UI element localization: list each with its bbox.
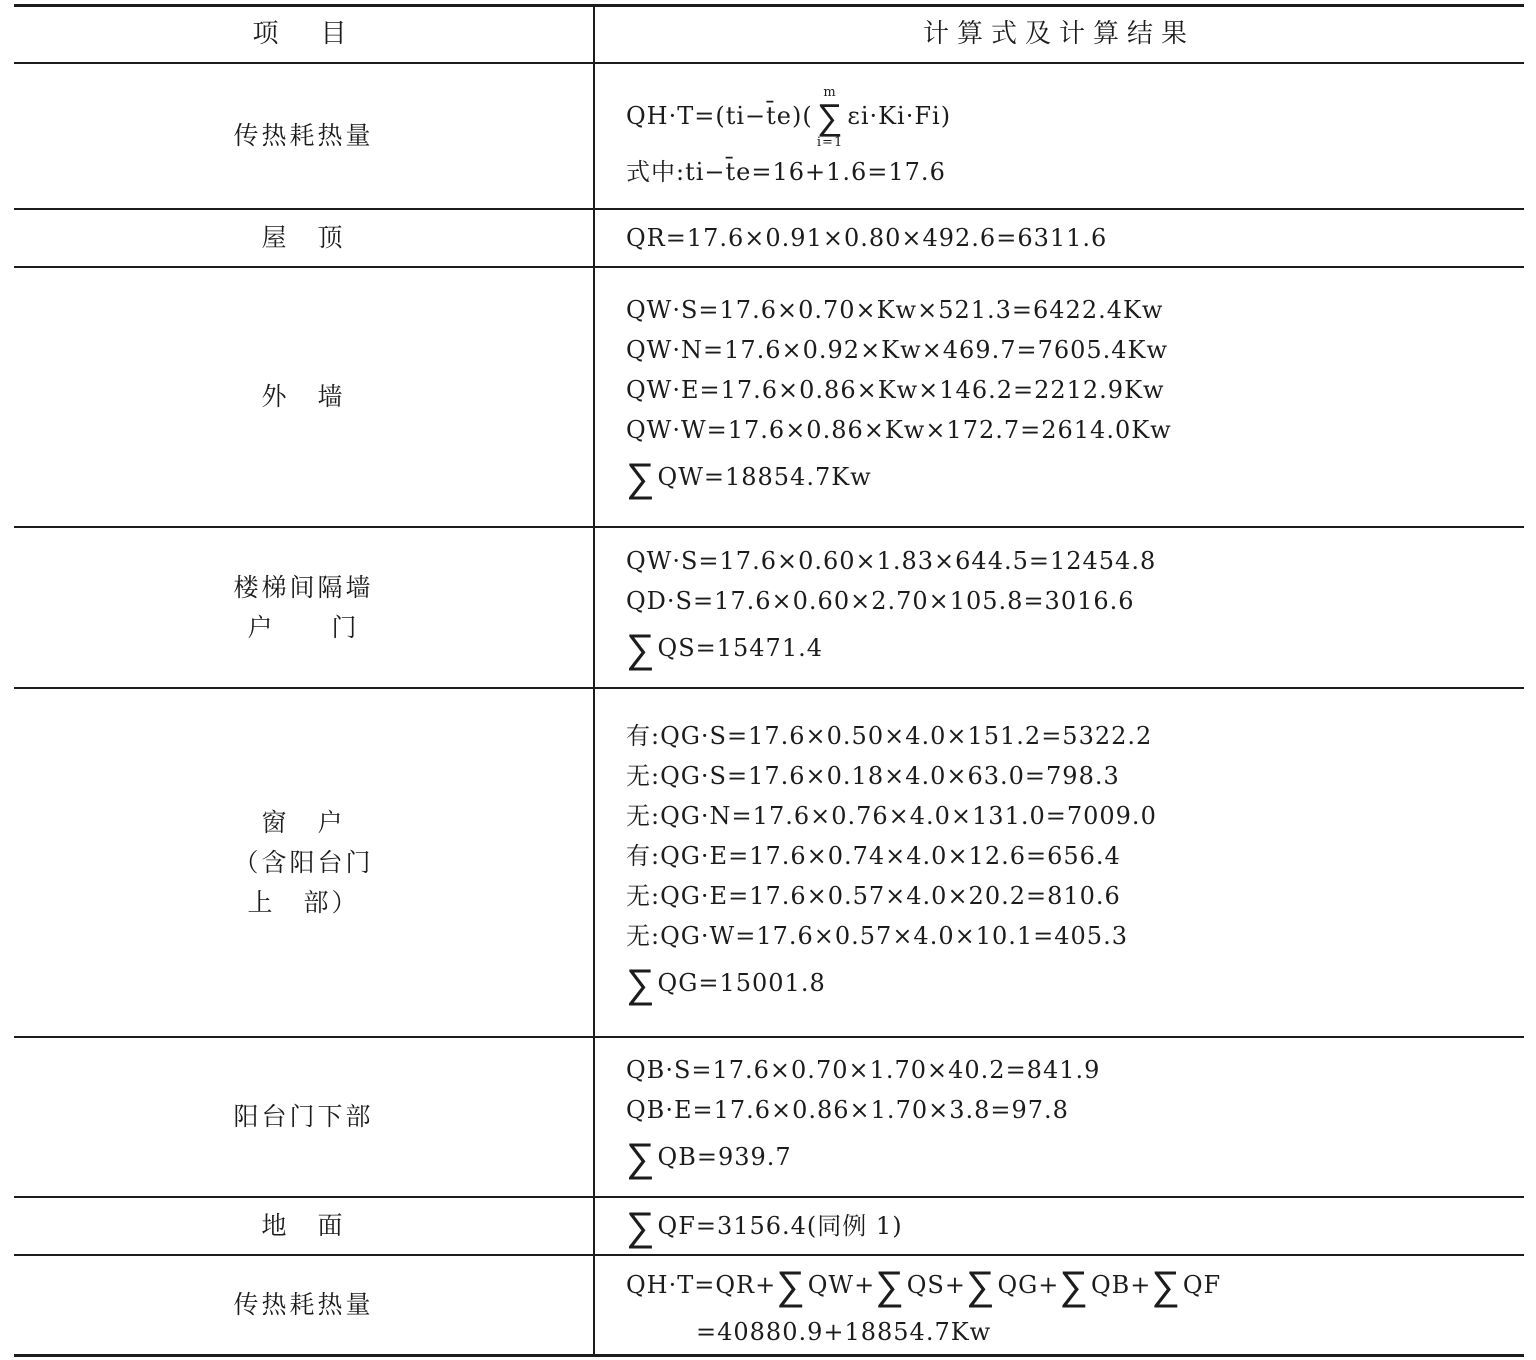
formula-line: QB·E=17.6×0.86×1.70×3.8=97.8 xyxy=(626,1096,1069,1124)
header-calc: 计算式及计算结果 xyxy=(922,19,1195,49)
formula-line: 有:QG·E=17.6×0.74×4.0×12.6=656.4 xyxy=(626,841,1121,870)
sum-line: ∑QF=3156.4(同例 1) xyxy=(626,1204,903,1250)
formula-line: QH·T=(ti−t̄e)( m ∑ i=1 εi·Ki·Fi) xyxy=(626,84,952,150)
formula-line: QW·S=17.6×0.70×Kw×521.3=6422.4Kw xyxy=(626,296,1164,324)
sum-icon: ∑ xyxy=(1151,1263,1181,1309)
row-calc xyxy=(626,528,1524,687)
formula-line: QD·S=17.6×0.60×2.70×105.8=3016.6 xyxy=(626,586,1135,615)
row-calc xyxy=(626,1038,1524,1196)
sum-icon: ∑ xyxy=(875,1263,905,1309)
formula-line: QB·S=17.6×0.70×1.70×40.2=841.9 xyxy=(626,1056,1101,1084)
table-row xyxy=(14,1256,1524,1354)
table-row xyxy=(14,64,1524,208)
sum-icon: ∑ xyxy=(965,1263,996,1309)
row-item: 楼梯间隔墙 户 门 xyxy=(233,572,374,642)
row-calc xyxy=(626,64,1524,208)
formula-line: QR=17.6×0.91×0.80×492.6=6311.6 xyxy=(626,224,1108,252)
formula-line: QW·S=17.6×0.60×1.83×644.5=12454.8 xyxy=(626,546,1157,575)
sum-line: ∑QS=15471.4 xyxy=(626,625,823,672)
sum-icon: ∑ xyxy=(1059,1263,1089,1309)
row-item: 屋 顶 xyxy=(261,223,346,252)
row-item: 阳台门下部 xyxy=(233,1102,374,1131)
sum-icon: ∑ xyxy=(776,1263,806,1309)
sum-icon: ∑ xyxy=(626,960,656,1007)
formula-line: QW·E=17.6×0.86×Kw×146.2=2212.9Kw xyxy=(626,376,1165,404)
sum-icon: m ∑ i=1 xyxy=(816,84,844,150)
row-calc xyxy=(626,210,1524,266)
sum-icon: ∑ xyxy=(626,455,656,501)
formula-line: QW·N=17.6×0.92×Kw×469.7=7605.4Kw xyxy=(626,336,1169,364)
table-row xyxy=(14,689,1524,1036)
row-calc xyxy=(626,268,1524,526)
table-header xyxy=(14,6,1524,62)
table-row xyxy=(14,210,1524,266)
sum-line: ∑QG=15001.8 xyxy=(626,960,826,1007)
table-row xyxy=(14,1198,1524,1254)
row-calc xyxy=(626,1198,1524,1254)
row-item: 地 面 xyxy=(261,1211,346,1240)
sum-line: QH·T=QR+∑QW+∑QS+∑QG+∑QB+∑QF xyxy=(626,1263,1222,1309)
header-item: 项 目 xyxy=(252,19,355,49)
formula-line: QW·W=17.6×0.86×Kw×172.7=2614.0Kw xyxy=(626,416,1172,444)
row-item: 窗 户 （含阳台门 上 部） xyxy=(233,807,374,917)
sum-icon: ∑ xyxy=(626,1135,656,1181)
row-item: 外 墙 xyxy=(261,382,346,411)
sum-line: ∑QW=18854.7Kw xyxy=(626,455,872,501)
sum-line: ∑QB=939.7 xyxy=(626,1135,792,1181)
formula-line: 有:QG·S=17.6×0.50×4.0×151.2=5322.2 xyxy=(626,721,1153,750)
formula-line: =40880.9+18854.7Kw xyxy=(696,1318,992,1346)
table-row xyxy=(14,1038,1524,1196)
row-calc xyxy=(626,1256,1524,1354)
formula-line: 无:QG·W=17.6×0.57×4.0×10.1=405.3 xyxy=(626,921,1128,950)
formula-line: 式中:ti−t̄e=16+1.6=17.6 xyxy=(626,158,946,186)
sum-icon: ∑ xyxy=(626,625,656,672)
formula-line: 无:QG·S=17.6×0.18×4.0×63.0=798.3 xyxy=(626,761,1120,790)
formula-line: 无:QG·E=17.6×0.57×4.0×20.2=810.6 xyxy=(626,881,1121,910)
table-row xyxy=(14,268,1524,526)
table-row xyxy=(14,528,1524,687)
table-bottom-rule xyxy=(14,1354,1524,1357)
row-calc xyxy=(626,689,1524,1036)
row-item: 传热耗热量 xyxy=(233,121,374,150)
sum-icon: ∑ xyxy=(626,1204,656,1250)
formula-line: 无:QG·N=17.6×0.76×4.0×131.0=7009.0 xyxy=(626,801,1157,830)
row-item: 传热耗热量 xyxy=(233,1290,374,1319)
